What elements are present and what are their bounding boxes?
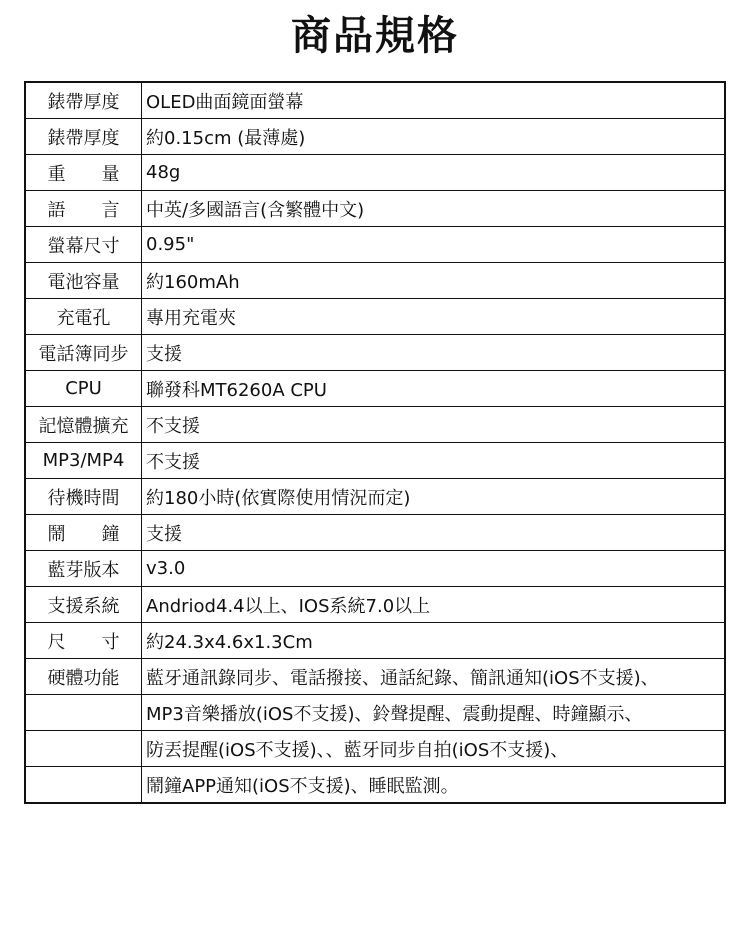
spec-row	[25, 263, 725, 299]
spec-value: 約0.15cm (最薄處)	[142, 119, 726, 155]
spec-label: 語 言	[25, 191, 142, 227]
spec-value: Andriod4.4以上、IOS系統7.0以上	[142, 587, 726, 623]
spec-value: 48g	[142, 155, 726, 191]
spec-label: 待機時間	[25, 479, 142, 515]
spec-label: 硬體功能	[25, 659, 142, 695]
spec-value: v3.0	[142, 551, 726, 587]
spec-label: 錶帶厚度	[25, 119, 142, 155]
spec-row	[25, 371, 725, 407]
spec-label: 尺 寸	[25, 623, 142, 659]
spec-label: CPU	[25, 371, 142, 407]
spec-label: 記憶體擴充	[25, 407, 142, 443]
spec-row	[25, 155, 725, 191]
spec-row	[25, 335, 725, 371]
spec-label: 電話簿同步	[25, 335, 142, 371]
spec-row	[25, 551, 725, 587]
spec-table	[24, 81, 726, 804]
spec-label	[25, 767, 142, 804]
spec-row	[25, 695, 725, 731]
spec-value: 支援	[142, 515, 726, 551]
spec-value: 不支援	[142, 443, 726, 479]
spec-label: 電池容量	[25, 263, 142, 299]
spec-value: 鬧鐘APP通知(iOS不支援)、睡眠監測。	[142, 767, 726, 804]
spec-row	[25, 515, 725, 551]
spec-value: 防丟提醒(iOS不支援)、、藍牙同步自拍(iOS不支援)、	[142, 731, 726, 767]
spec-value: 約180小時(依實際使用情況而定)	[142, 479, 726, 515]
spec-row	[25, 479, 725, 515]
spec-value: 中英/多國語言(含繁體中文)	[142, 191, 726, 227]
spec-table-body	[25, 82, 725, 803]
spec-row	[25, 659, 725, 695]
spec-row	[25, 227, 725, 263]
spec-row	[25, 731, 725, 767]
spec-label: 重 量	[25, 155, 142, 191]
spec-row	[25, 299, 725, 335]
spec-value: 約24.3x4.6x1.3Cm	[142, 623, 726, 659]
spec-value: 聯發科MT6260A CPU	[142, 371, 726, 407]
spec-value: OLED曲面鏡面螢幕	[142, 82, 726, 119]
spec-label: 錶帶厚度	[25, 82, 142, 119]
spec-row	[25, 767, 725, 804]
spec-label: 充電孔	[25, 299, 142, 335]
spec-label: 鬧 鐘	[25, 515, 142, 551]
spec-row	[25, 82, 725, 119]
spec-label: 藍芽版本	[25, 551, 142, 587]
spec-label: MP3/MP4	[25, 443, 142, 479]
spec-value: 不支援	[142, 407, 726, 443]
spec-row	[25, 191, 725, 227]
spec-value: 專用充電夾	[142, 299, 726, 335]
spec-row	[25, 119, 725, 155]
spec-label	[25, 695, 142, 731]
spec-value: 約160mAh	[142, 263, 726, 299]
spec-row	[25, 623, 725, 659]
spec-value: MP3音樂播放(iOS不支援)、鈴聲提醒、震動提醒、時鐘顯示、	[142, 695, 726, 731]
spec-label: 螢幕尺寸	[25, 227, 142, 263]
spec-row	[25, 407, 725, 443]
spec-row	[25, 587, 725, 623]
spec-label: 支援系統	[25, 587, 142, 623]
spec-value: 0.95"	[142, 227, 726, 263]
page-title: 商品規格	[291, 13, 459, 59]
spec-value: 支援	[142, 335, 726, 371]
spec-row	[25, 443, 725, 479]
spec-value: 藍牙通訊錄同步、電話撥接、通話紀錄、簡訊通知(iOS不支援)、	[142, 659, 726, 695]
spec-label	[25, 731, 142, 767]
